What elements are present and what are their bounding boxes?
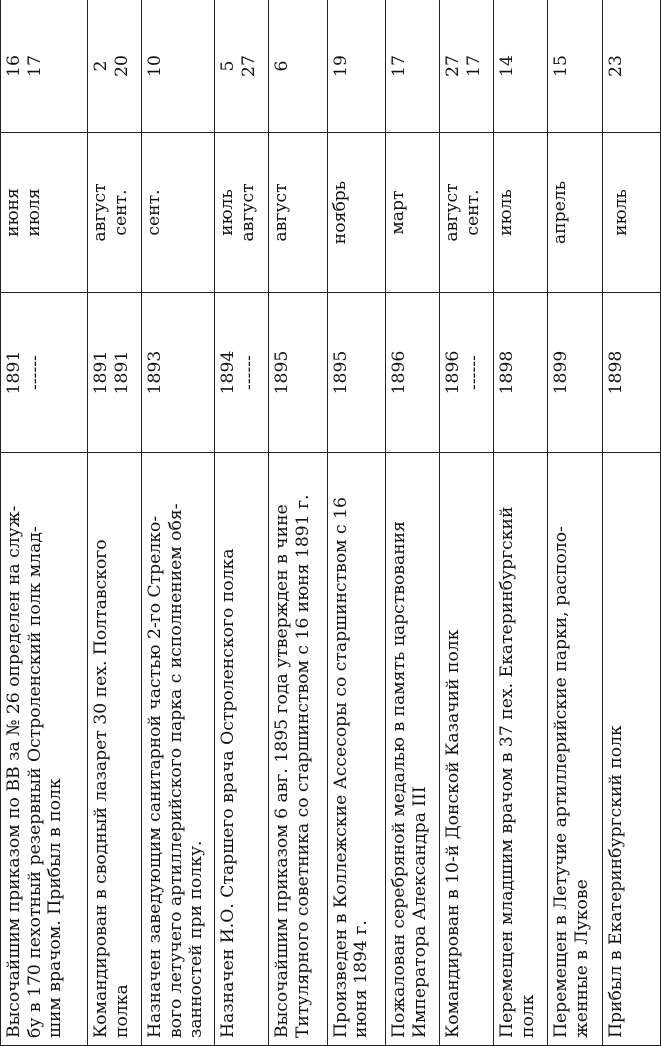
record-description-line: Титулярного советника со старшинством с 16 июня 1891 г. <box>293 494 314 1038</box>
record-year-line: 1891 <box>91 350 112 395</box>
record-year-line: 1895 <box>272 350 293 395</box>
record-description-line: Высочайшим приказом 6 авг. 1895 года утвержден в чине <box>272 504 293 1038</box>
record-day-line: 17 <box>463 55 484 77</box>
record-description-cell <box>548 453 602 1046</box>
record-month-line: июля <box>23 188 44 237</box>
record-description-line: Произведен в Коллежские Ассесоры со старшинством с 16 <box>330 497 351 1038</box>
record-day-line: 5 <box>218 60 239 72</box>
record-month-cell <box>494 133 548 293</box>
record-description-line: полк <box>517 994 538 1038</box>
record-description-line: шим врачом. Прибыл в полк <box>45 778 66 1038</box>
record-month-cell <box>602 133 660 293</box>
record-month-cell <box>386 133 440 293</box>
record-day-line: 27 <box>238 55 259 77</box>
record-month-line: август <box>442 183 463 242</box>
record-description-line: Назначен заведующим санитарной частью 2-го Стрелко- <box>145 515 166 1038</box>
record-month-line: август <box>237 183 258 242</box>
record-description-line: Перемещен младшим врачом в 37 пех. Екатеринбургский <box>497 506 518 1038</box>
record-day-line: 17 <box>24 55 45 77</box>
record-row <box>269 0 327 1046</box>
record-row <box>386 0 440 1046</box>
record-row <box>548 0 602 1046</box>
record-year-cell <box>88 293 142 453</box>
record-year-cell <box>142 293 215 453</box>
record-year-cell <box>1 293 88 453</box>
record-month-line: июль <box>496 189 517 236</box>
record-month-line: август <box>271 183 292 242</box>
record-month-line: сент. <box>110 189 131 236</box>
record-month-cell <box>548 133 602 293</box>
record-description-line: Императора Александра III <box>409 786 430 1038</box>
record-day-cell <box>440 0 494 133</box>
record-description-line: Пожалован серебряной медалью в память царствования <box>389 521 410 1038</box>
record-year-line: 1891 <box>111 350 132 395</box>
record-row <box>215 0 269 1046</box>
record-description-cell <box>327 453 385 1046</box>
record-description-line: вого летучего артиллерийского парка с исполнением обя- <box>165 503 186 1038</box>
record-description-line: Высочайшим приказом по ВВ за № 26 определен на служ- <box>4 505 24 1038</box>
record-year-cell <box>548 293 602 453</box>
record-year-line: ------ <box>463 355 484 390</box>
record-description-line: июня 1894 г. <box>351 920 372 1038</box>
record-year-line: 1894 <box>218 350 239 395</box>
record-month-line: июня <box>3 188 23 237</box>
record-day-cell <box>142 0 215 133</box>
record-row <box>327 0 385 1046</box>
record-description-line: Командирован в 10-й Донской Казачий полк <box>443 629 464 1038</box>
record-year-line: 1896 <box>389 350 410 395</box>
record-day-cell <box>548 0 602 133</box>
record-day-line: 17 <box>389 55 410 77</box>
record-row <box>440 0 494 1046</box>
record-year-cell <box>386 293 440 453</box>
record-year-line: 1899 <box>551 350 572 395</box>
record-description-cell <box>494 453 548 1046</box>
record-month-cell <box>88 133 142 293</box>
record-year-cell <box>494 293 548 453</box>
record-day-line: 20 <box>111 55 132 77</box>
record-description-cell <box>1 453 88 1046</box>
record-month-cell <box>142 133 215 293</box>
record-month-line: ноябрь <box>329 180 350 245</box>
record-description-line: Прибыл в Екатеринбургский полк <box>605 725 626 1038</box>
record-description-line: полка <box>111 984 132 1038</box>
record-month-line: апрель <box>550 180 571 245</box>
record-day-cell <box>602 0 660 133</box>
record-description-line: Командирован в сводный лазарет 30 пех. Полтавского <box>91 539 112 1038</box>
record-day-line: 27 <box>443 55 464 77</box>
record-month-line: сент. <box>144 189 165 236</box>
record-year-cell <box>440 293 494 453</box>
record-year-cell <box>602 293 660 453</box>
record-day-line: 16 <box>4 55 24 77</box>
record-month-cell <box>327 133 385 293</box>
record-day-line: 10 <box>145 55 166 77</box>
record-year-line: 1893 <box>145 350 166 395</box>
record-description-cell <box>215 453 269 1046</box>
record-day-cell <box>1 0 88 133</box>
record-description-line: Назначен И.О. Старшего врача Остроленского полка <box>218 548 239 1038</box>
record-month-line: август <box>90 183 111 242</box>
record-day-line: 2 <box>91 60 112 72</box>
record-year-line: ------ <box>238 355 259 390</box>
record-description-cell <box>602 453 660 1046</box>
record-description-cell <box>440 453 494 1046</box>
record-year-line: ------ <box>24 355 45 390</box>
record-year-line: 1896 <box>443 350 464 395</box>
record-month-cell <box>440 133 494 293</box>
record-month-line: июль <box>610 189 631 236</box>
record-year-cell <box>327 293 385 453</box>
record-day-cell <box>386 0 440 133</box>
record-day-cell <box>88 0 142 133</box>
record-description-cell <box>142 453 215 1046</box>
record-day-cell <box>269 0 327 133</box>
record-day-line: 15 <box>551 55 572 77</box>
record-description-cell <box>88 453 142 1046</box>
record-description-line: занностей при полку. <box>186 840 207 1038</box>
record-row <box>142 0 215 1046</box>
record-month-cell <box>1 133 88 293</box>
record-day-cell <box>327 0 385 133</box>
record-day-line: 19 <box>330 55 351 77</box>
record-month-cell <box>215 133 269 293</box>
record-description-cell <box>269 453 327 1046</box>
record-description-line: женные в Лукове <box>572 879 593 1038</box>
record-year-cell <box>269 293 327 453</box>
record-year-line: 1898 <box>497 350 518 395</box>
record-day-line: 6 <box>272 60 293 72</box>
record-day-line: 14 <box>497 55 518 77</box>
record-row <box>494 0 548 1046</box>
record-day-cell <box>215 0 269 133</box>
record-day-cell <box>494 0 548 133</box>
record-year-line: 1898 <box>605 350 626 395</box>
record-month-line: март <box>388 190 409 235</box>
record-month-line: сент. <box>462 189 483 236</box>
record-month-cell <box>269 133 327 293</box>
record-description-line: бу в 170 пехотный резервный Остроленский полк млад- <box>24 526 45 1038</box>
record-day-line: 23 <box>605 55 626 77</box>
record-row <box>1 0 88 1046</box>
record-month-line: июль <box>217 189 238 236</box>
record-row <box>602 0 660 1046</box>
record-year-line: 1891 <box>4 350 24 395</box>
record-description-cell <box>386 453 440 1046</box>
record-row <box>88 0 142 1046</box>
record-year-cell <box>215 293 269 453</box>
record-description-line: Перемещен в Летучие артиллерийские парки, располо- <box>551 526 572 1038</box>
record-year-line: 1895 <box>330 350 351 395</box>
